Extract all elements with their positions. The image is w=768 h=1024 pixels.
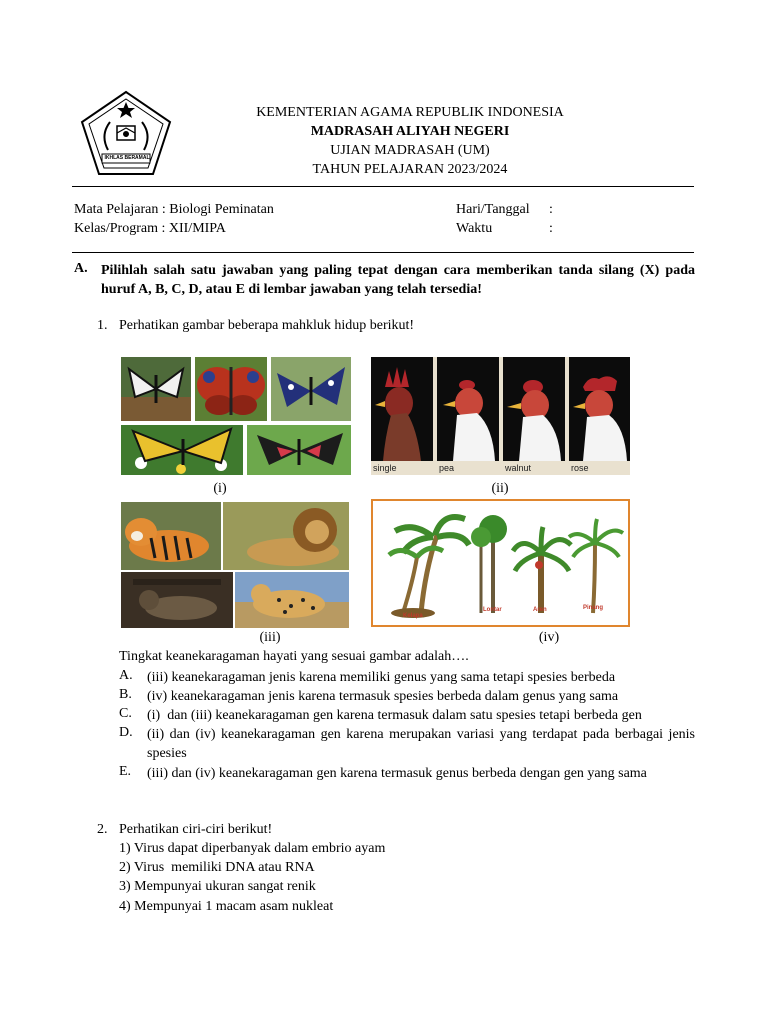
chicken-label-single: single — [371, 461, 433, 475]
section-letter: A. — [74, 261, 88, 276]
tiger-icon — [121, 502, 221, 570]
palm-label-aren: Aren — [533, 607, 547, 613]
caption-i: (i) — [213, 481, 227, 496]
q1-option-a-letter: A. — [119, 668, 133, 683]
butterfly-photo-4 — [121, 425, 243, 475]
lion-photo — [223, 502, 349, 570]
ministry-emblem-icon — [80, 90, 172, 176]
header-ministry: KEMENTERIAN AGAMA REPUBLIK INDONESIA — [256, 105, 564, 120]
q1-option-a-text: (iii) keanekaragaman jenis karena memiliki genus yang sama tetapi spesies berbeda — [147, 670, 616, 685]
wildcat-icon — [121, 572, 233, 628]
chicken-walnut-comb-icon — [503, 357, 565, 461]
subject-info: Mata Pelajaran : Biologi Peminatan — [74, 202, 274, 217]
time-colon: : — [549, 221, 553, 236]
class-info: Kelas/Program : XII/MIPA — [74, 221, 226, 236]
q2-item-4: 4) Mempunyai 1 macam asam nukleat — [119, 899, 334, 914]
chicken-label-pea: pea — [437, 461, 499, 475]
chicken-comb-collage — [371, 357, 630, 475]
chicken-label-walnut: walnut — [503, 461, 565, 475]
q2-item-3: 3) Mempunyai ukuran sangat renik — [119, 879, 316, 894]
q1-option-e-text: (iii) dan (iv) keanekaragaman gen karena termasuk genus berbeda dengan gen yang sama — [147, 766, 647, 781]
q2-item-2: 2) Virus memiliki DNA atau RNA — [119, 860, 315, 875]
caption-iv: (iv) — [538, 630, 560, 645]
header-exam: UJIAN MADRASAH (UM) — [330, 143, 490, 158]
q2-item-1: 1) Virus dapat diperbanyak dalam embrio ayam — [119, 841, 386, 856]
q1-prompt: Perhatikan gambar beberapa mahkluk hidup berikut! — [119, 318, 415, 333]
header-year: TAHUN PELAJARAN 2023/2024 — [312, 162, 508, 177]
chicken-photo-rose — [569, 357, 630, 475]
chicken-label-rose: rose — [569, 461, 630, 475]
red-black-butterfly-icon — [247, 425, 351, 475]
wildcat-photo — [121, 572, 233, 628]
q1-option-d-text: (ii) dan (iv) keanekaragaman gen karena merupakan variasi yang terdapat pada berbagai jenis spesies — [147, 727, 695, 761]
q2-prompt: Perhatikan ciri-ciri berikut! — [119, 822, 273, 837]
header-divider — [72, 186, 694, 187]
blue-butterfly-icon — [271, 357, 351, 421]
q1-option-c-letter: C. — [119, 706, 132, 721]
section-instruction: Pilihlah salah satu jawaban yang paling tepat dengan cara memberikan tanda silang (X) pada huruf A, B, C, D, atau E di lembar jawaban yang telah tersedia! — [101, 263, 695, 297]
butterfly-photo-2 — [195, 357, 267, 421]
date-colon: : — [549, 202, 553, 217]
cheetah-photo — [235, 572, 349, 628]
palm-tree-panel — [371, 499, 630, 627]
chicken-photo-pea — [437, 357, 499, 475]
caption-iii: (iii) — [259, 630, 281, 645]
chicken-rose-comb-icon — [569, 357, 630, 461]
palm-label-pinang: Pinang — [583, 605, 604, 611]
tiger-swallowtail-icon — [121, 425, 243, 475]
big-cat-collage — [121, 502, 349, 628]
logo-motto-text: IKHLAS BERAMAL — [104, 155, 150, 161]
q1-option-c-text: (i) dan (iii) keanekaragaman gen karena termasuk dalam satu spesies tetapi berbeda gen — [147, 708, 642, 723]
caption-ii: (ii) — [491, 481, 509, 496]
cheetah-icon — [235, 572, 349, 628]
palm-label-kelapa: Kelapa — [403, 613, 423, 619]
chicken-pea-comb-icon — [437, 357, 499, 461]
time-label: Waktu — [456, 221, 493, 236]
butterfly-photo-1 — [121, 357, 191, 421]
butterfly-photo-3 — [271, 357, 351, 421]
butterfly-collage — [121, 357, 351, 475]
butterfly-photo-5 — [247, 425, 351, 475]
chicken-photo-single — [371, 357, 433, 475]
q1-number: 1. — [97, 318, 108, 333]
swallowtail-butterfly-icon — [121, 357, 191, 421]
info-divider — [72, 252, 694, 253]
q1-option-d-letter: D. — [119, 725, 133, 740]
lion-icon — [223, 502, 349, 570]
chicken-photo-walnut — [503, 357, 565, 475]
q2-number: 2. — [97, 822, 108, 837]
chicken-single-comb-icon — [371, 357, 433, 461]
date-label: Hari/Tanggal — [456, 202, 530, 217]
q1-option-e-letter: E. — [119, 764, 132, 779]
header-school: MADRASAH ALIYAH NEGERI — [310, 124, 510, 139]
palm-label-lontar: Lontar — [483, 607, 502, 613]
peacock-butterfly-icon — [195, 357, 267, 421]
tiger-photo — [121, 502, 221, 570]
q1-question: Tingkat keanekaragaman hayati yang sesuai gambar adalah…. — [119, 649, 469, 664]
q1-option-b-text: (iv) keanekaragaman jenis karena termasuk spesies berbeda dalam genus yang sama — [147, 689, 619, 704]
q1-option-b-letter: B. — [119, 687, 132, 702]
ministry-logo — [80, 90, 172, 176]
